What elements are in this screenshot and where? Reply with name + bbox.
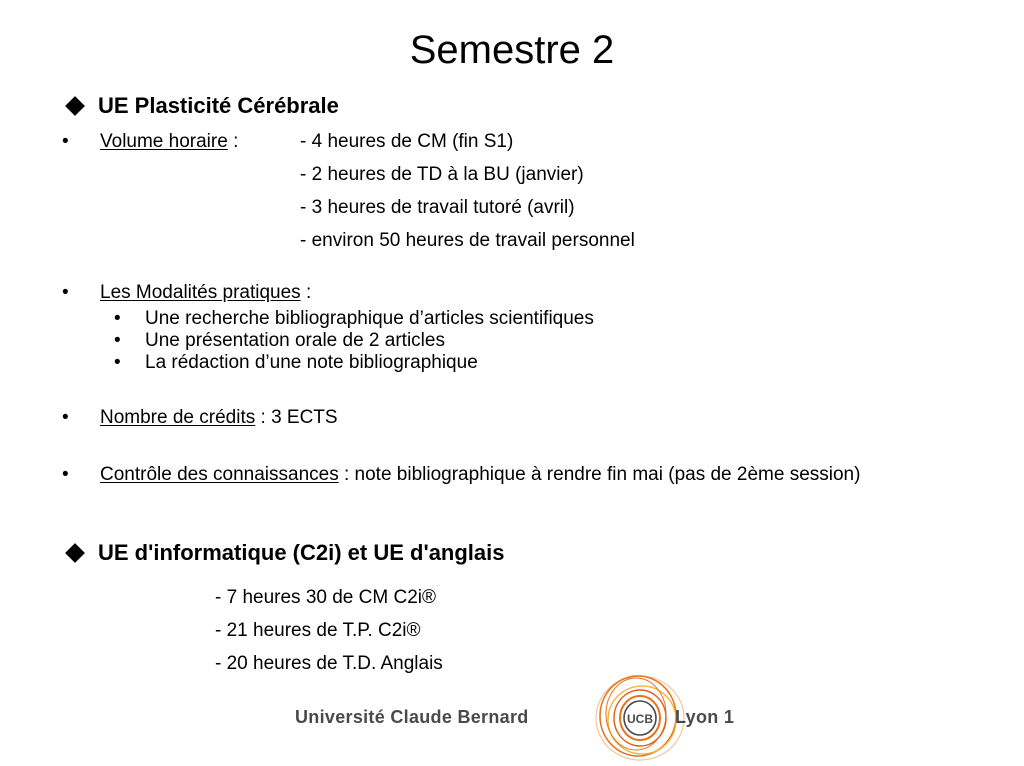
bullet-dot: •	[114, 330, 121, 351]
bullet-dot: •	[62, 131, 69, 152]
emblem-text: UCB	[627, 712, 653, 726]
volume-line: - 3 heures de travail tutoré (avril)	[300, 197, 575, 218]
diamond-bullet-icon	[65, 543, 85, 563]
modalites-label: Les Modalités pratiques	[100, 282, 301, 303]
section-heading-text: UE Plasticité Cérébrale	[98, 93, 339, 118]
ue2-line: - 7 heures 30 de CM C2i®	[215, 587, 436, 608]
bullet-dot: •	[62, 282, 69, 303]
controle-label: Contrôle des connaissances	[100, 464, 339, 485]
ue2-line: - 20 heures de T.D. Anglais	[215, 653, 443, 674]
volume-line: - 4 heures de CM (fin S1)	[300, 131, 514, 152]
credits-label: Nombre de crédits	[100, 407, 256, 428]
ue2-line: - 21 heures de T.P. C2i®	[215, 620, 421, 641]
modalites-item-text: Une présentation orale de 2 articles	[145, 330, 445, 351]
bullet-dot: •	[62, 464, 69, 485]
slide-title: Semestre 2	[409, 28, 615, 72]
credits-value: : 3 ECTS	[255, 407, 338, 428]
modalites-sep: :	[300, 282, 312, 303]
volume-line: - environ 50 heures de travail personnel	[300, 230, 635, 251]
volume-sep: :	[227, 131, 239, 152]
controle-value: : note bibliographique à rendre fin mai (pas de 2ème session)	[338, 464, 861, 485]
volume-label: Volume horaire	[100, 131, 228, 152]
modalites-item-text: La rédaction d’une note bibliographique	[145, 352, 478, 373]
diamond-bullet-icon	[65, 96, 85, 116]
volume-line: - 2 heures de TD à la BU (janvier)	[300, 164, 584, 185]
section-heading-text: UE d'informatique (C2i) et UE d'anglais	[98, 540, 505, 565]
modalites-item-text: Une recherche bibliographique d’articles scientifiques	[145, 308, 594, 329]
bullet-dot: •	[114, 308, 121, 329]
bullet-dot: •	[62, 407, 69, 428]
bullet-dot: •	[114, 352, 121, 373]
logo-right-text: Lyon 1	[675, 707, 735, 727]
university-logo	[290, 670, 750, 766]
logo-left-text: Université Claude Bernard	[295, 707, 529, 727]
